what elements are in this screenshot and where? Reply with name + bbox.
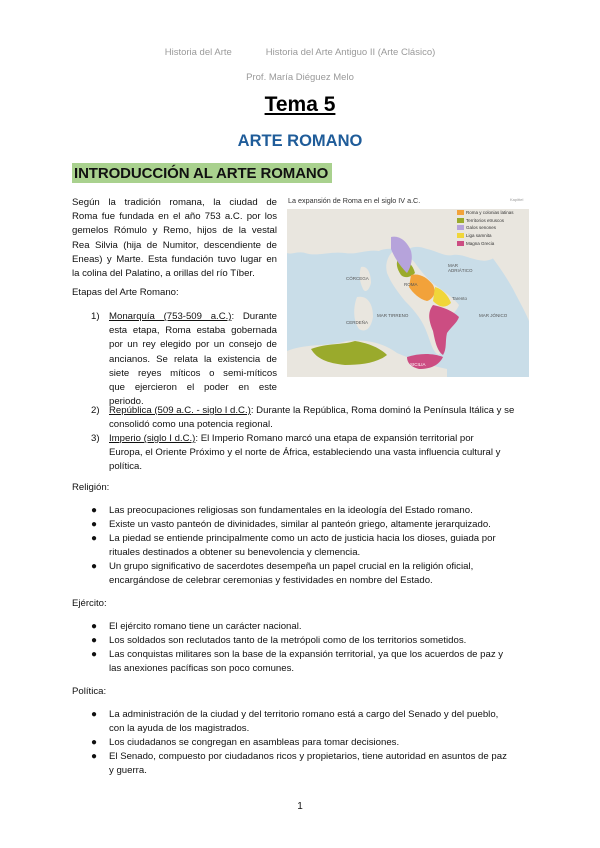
etapa-term: República (509 a.C. - siglo I d.C.) <box>109 405 251 416</box>
etapas-heading: Etapas del Arte Romano: <box>72 287 179 298</box>
bullet-item <box>109 708 498 736</box>
etapa-line: consolidó como una potencia regional. <box>109 419 273 431</box>
map-brand: Kapittel <box>510 197 524 202</box>
bullet-line: El Senado, compuesto por ciudadanos ricos y propietarios, tiene autoridad en asuntos de paz <box>109 751 507 762</box>
bullet-item <box>109 532 496 560</box>
legend-label: Liga samnita <box>466 233 492 239</box>
bullet-icon: ● <box>91 505 98 516</box>
etapa-monarquia <box>109 310 277 409</box>
map-title: La expansión de Roma en el siglo IV a.C. <box>288 196 421 205</box>
legend-item <box>457 217 514 225</box>
legend-item <box>457 224 514 232</box>
bullet-icon: ● <box>91 649 98 660</box>
map-legend <box>457 209 514 247</box>
header-author: Prof. María Diéguez Melo <box>246 72 354 83</box>
bullet-item <box>109 634 466 648</box>
intro-paragraph <box>72 196 277 281</box>
map-label-jonico: MAR JÓNICO <box>479 313 508 318</box>
bullet-item <box>109 620 302 634</box>
religion-heading: Religión: <box>72 482 110 493</box>
etapa-line: : Durante la República, Roma dominó la Península Itálica y se <box>250 405 515 416</box>
running-header <box>0 47 600 58</box>
bullet-icon: ● <box>91 737 98 748</box>
etapa-republica <box>109 404 529 432</box>
etapa-term: Imperio (siglo I d.C.) <box>109 433 196 444</box>
bullet-icon: ● <box>91 751 98 762</box>
intro-line: la colina del Palatino, a orillas del río Tíber. <box>72 267 255 279</box>
bullet-item <box>109 560 473 588</box>
legend-label: Magna Grecia <box>466 240 495 246</box>
legend-label: Roma y colonias latinas <box>466 210 514 216</box>
bullet-line: Existe un vasto panteón de divinidades, similar al panteón griego, altamente jerarquizado. <box>109 519 491 530</box>
header-left: Historia del Arte <box>164 47 232 58</box>
bullet-line: las anexiones pacíficas son poco comunes. <box>109 663 295 675</box>
map-label-tarento: Tarento <box>452 296 468 301</box>
page-title: Tema 5 <box>264 93 336 116</box>
etapa-line: que ejercieron el poder en este <box>109 381 277 393</box>
map-label-cerdena: CERDEÑA <box>346 320 369 325</box>
bullet-line: La administración de la ciudad y del territorio romano está a cargo del Senado y del pueblo, <box>109 709 499 720</box>
ejercito-heading: Ejército: <box>72 598 107 609</box>
bullet-icon: ● <box>91 635 98 646</box>
page-subtitle: ARTE ROMANO <box>237 132 363 150</box>
bullet-icon: ● <box>91 533 98 544</box>
bullet-line: Las preocupaciones religiosas son fundamentales en la ideología del Estado romano. <box>109 505 473 516</box>
bullet-item <box>109 736 399 750</box>
section-heading: INTRODUCCIÓN AL ARTE ROMANO <box>72 163 332 183</box>
legend-swatch <box>457 218 464 223</box>
etapa-term: Monarquía (753-509 a.C.) <box>109 311 232 322</box>
bullet-item <box>109 648 503 676</box>
list-number: 1) <box>91 311 100 322</box>
etapa-line: por un rey elegido por un consejo de <box>109 339 277 351</box>
bullet-line: Las conquistas militares son la base de la expansión territorial, ya que los acuerdos de paz y <box>109 649 504 660</box>
map-label-corcega: CÓRCEGA <box>346 276 369 281</box>
intro-line: Rea Silvia (hija de Numitor, descendiente de <box>72 239 277 251</box>
etapa-line: periodo. <box>109 396 144 408</box>
bullet-item <box>109 750 507 778</box>
bullet-line: El ejército romano tiene un carácter nacional. <box>109 621 302 632</box>
map-label-sicilia: SICILIA <box>410 362 426 367</box>
intro-line: Eneas) y Marte. Esta fundación tuvo lugar en <box>72 253 277 265</box>
list-number: 2) <box>91 405 100 416</box>
etapa-line: Europa, el Oriente Próximo y el norte de África, estableciendo una vasta influencia cultural y <box>109 447 501 459</box>
map-label-tirreno: MAR TIRRENO <box>377 313 409 318</box>
etapa-line: política. <box>109 461 143 473</box>
legend-swatch <box>457 241 464 246</box>
legend-label: Territorios etruscos <box>466 217 505 223</box>
intro-line: gemelos Rómulo y Remo, hijos de la vestal <box>72 225 277 237</box>
politica-heading: Política: <box>72 686 107 697</box>
legend-swatch <box>457 225 464 230</box>
bullet-line: La piedad se entiende principalmente como un acto de justicia hacia los dioses, guiada por <box>109 533 496 544</box>
etapa-line: esta etapa, Roma estaba gobernada <box>109 325 277 337</box>
map-label-roma: ROMA <box>404 282 418 287</box>
intro-line: Según la tradición romana, la ciudad de <box>72 197 277 208</box>
legend-item <box>457 209 514 217</box>
etapa-imperio <box>109 432 529 475</box>
legend-item <box>457 239 514 247</box>
bullet-icon: ● <box>91 621 98 632</box>
etapa-line: siete reyes míticos o semi-míticos <box>109 367 277 379</box>
etapa-line: : El Imperio Romano marcó una etapa de expansión territorial por <box>195 433 474 444</box>
etapa-line: ancianos. Se relata la existencia de <box>109 353 277 365</box>
bullet-icon: ● <box>91 519 98 530</box>
legend-item <box>457 232 514 240</box>
bullet-line: rituales destinados a obtener su benevolencia y clemencia. <box>109 547 361 559</box>
etapa-line: : Durante <box>231 311 277 322</box>
bullet-line: Los ciudadanos se congregan en asambleas para tomar decisiones. <box>109 737 400 748</box>
bullet-icon: ● <box>91 709 98 720</box>
list-number: 3) <box>91 433 100 444</box>
bullet-line: Los soldados son reclutados tanto de la metrópoli como de los territorios sometidos. <box>109 635 467 646</box>
legend-label: Galos senones <box>466 225 497 231</box>
legend-swatch <box>457 210 464 215</box>
bullet-line: encargándose de celebrar ceremonias y festividades en nombre del Estado. <box>109 575 433 587</box>
bullet-line: con la ayuda de los magistrados. <box>109 723 250 735</box>
page-number: 1 <box>297 801 303 812</box>
bullet-line: y guerra. <box>109 765 147 777</box>
intro-line: Roma fue fundada en el año 753 a.C. por los <box>72 211 277 223</box>
header-right: Historia del Arte Antiguo II (Arte Clásico) <box>265 47 436 58</box>
bullet-line: Un grupo significativo de sacerdotes desempeña un papel crucial en la religión oficial, <box>109 561 474 572</box>
bullet-item <box>109 504 473 518</box>
bullet-icon: ● <box>91 561 98 572</box>
map-label-adriatico: MAR ADRIÁTICO <box>448 263 473 273</box>
bullet-item <box>109 518 491 532</box>
legend-swatch <box>457 233 464 238</box>
